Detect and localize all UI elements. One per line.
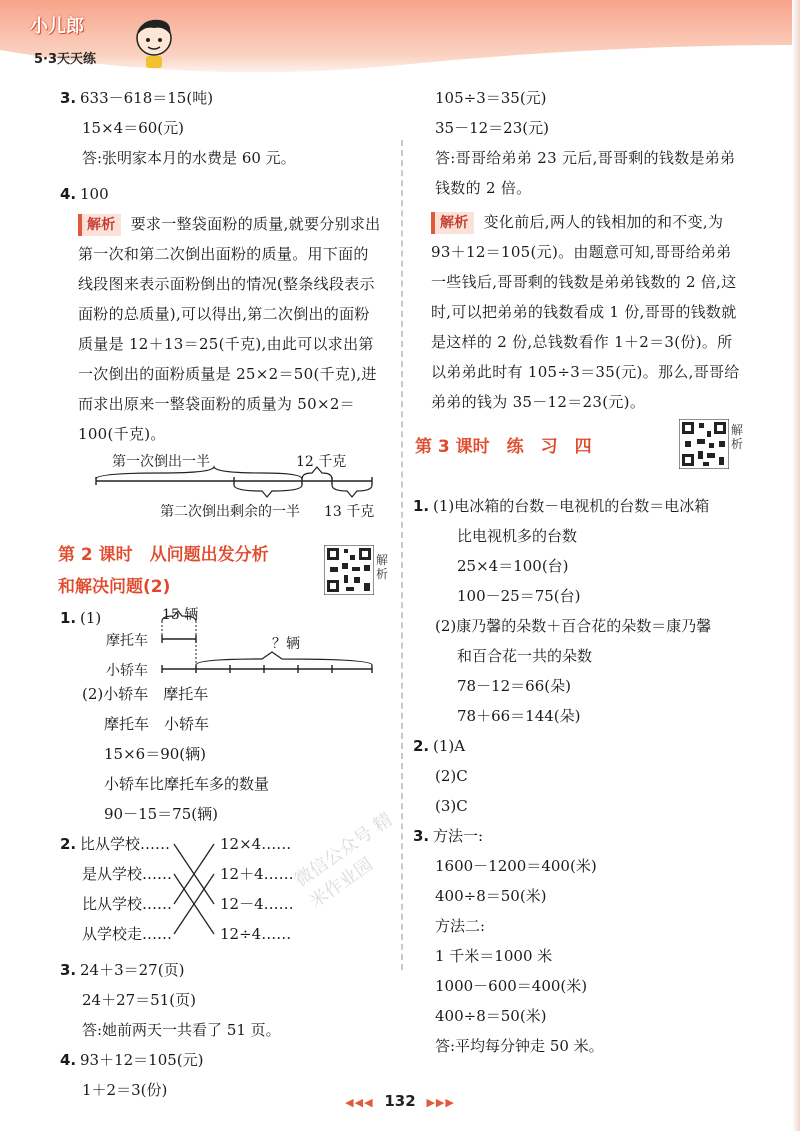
label-15: 15 辆 xyxy=(162,607,199,623)
p1-diagram xyxy=(60,603,382,679)
page-edge xyxy=(792,0,800,1131)
p1-sub2-3: 15×6＝90(辆) xyxy=(104,745,206,763)
p1-segment-diagram xyxy=(62,603,382,673)
question-number: 3. xyxy=(60,89,77,107)
question-number: 2. xyxy=(60,835,77,853)
p4-line-1: 4. 93＋12＝105(元) xyxy=(62,1045,382,1075)
label-motorcycle: 摩托车 xyxy=(106,633,148,649)
rp3-line-4: 方法二: xyxy=(435,917,486,935)
question-number: 2. xyxy=(413,737,430,755)
right-arrows-icon: ▶▶▶ xyxy=(426,1096,455,1109)
q4-line-diagram xyxy=(62,449,382,539)
rp1-line-5: (2)康乃馨的朵数＋百合花的朵数＝康乃馨 xyxy=(435,617,712,635)
label-12kg: 12 千克 xyxy=(296,454,347,470)
p2-right-4: 12÷4…… xyxy=(220,925,292,943)
qr-label: 解析 xyxy=(376,553,389,581)
logo-title: 小儿郎 xyxy=(30,16,84,37)
label-second-half: 第二次倒出剩余的一半 xyxy=(160,504,300,520)
r-top-1: 105÷3＝35(元) xyxy=(435,89,547,107)
p2-right-1: 12×4…… xyxy=(220,835,292,853)
rp1-line-1: 1. (1)电冰箱的台数－电视机的台数＝电冰箱 xyxy=(415,491,745,521)
r-analysis: 解析 变化前后,两人的钱相加的和不变,为 93＋12＝105(元)。由题意可知,哥哥给弟弟一些钱后,哥哥剩的钱数是弟弟钱数的 2 倍,这时,可以把弟弟的钱数看成 1 份,哥哥的钱数就是这样的 2 份,总钱数看作 1＋2＝3(份)。所以弟弟此时有 105÷3＝35(元)。那么,哥哥给弟弟的钱为 35－12＝23(元)。 xyxy=(431,213,740,411)
rp1-line-8: 78＋66＝144(朵) xyxy=(457,707,581,725)
page-number: 132 xyxy=(384,1092,416,1110)
rp3-line-2: 1600－1200＝400(米) xyxy=(435,857,597,875)
p2-left-4: 从学校走…… xyxy=(82,925,173,943)
p2-right-2: 12＋4…… xyxy=(220,865,294,883)
q4-analysis: 解析 要求一整袋面粉的质量,就要分别求出第一次和第二次倒出面粉的质量。用下面的线段图来表示面粉倒出的情况(整条线段表示面粉的总质量),可以得出,第二次倒出的面粉质量是 12＋13＝25(千克),由此可以求出第一次倒出的面粉质量是 25×2＝50(千克),进而求出原来一整袋面粉的质量为 50×2＝100(千克)。 xyxy=(78,215,381,443)
p1-sub2-4: 小轿车比摩托车多的数量 xyxy=(104,775,270,793)
rp3-line-6: 1000－600＝400(米) xyxy=(435,977,588,995)
rp1-line-7: 78－12＝66(朵) xyxy=(457,677,571,695)
question-number: 4. xyxy=(60,185,77,203)
rp1-line-4: 100－25＝75(台) xyxy=(457,587,581,605)
rp1-line-3: 25×4＝100(台) xyxy=(457,557,569,575)
question-number: 1. xyxy=(413,497,430,515)
p1-sub2-5: 90－15＝75(辆) xyxy=(104,805,218,823)
q3-line-2: 15×4＝60(元) xyxy=(82,119,184,137)
question-number: 3. xyxy=(413,827,430,845)
q4-answer: 4. 100 xyxy=(62,179,382,209)
label-first-half: 第一次倒出一半 xyxy=(112,454,210,470)
rp1-line-6: 和百合花一共的朵数 xyxy=(457,647,593,665)
rp3-line-1: 3. 方法一: xyxy=(415,821,745,851)
page-header xyxy=(0,0,800,80)
analysis-tag: 解析 xyxy=(431,212,474,234)
left-column xyxy=(58,83,389,1105)
rp1-line-2: 比电视机多的台数 xyxy=(457,527,578,545)
p1-sub2-2: 摩托车 小轿车 xyxy=(104,715,210,733)
p3-line-3: 答:她前两天一共看了 51 页。 xyxy=(82,1021,281,1039)
rp2-line-1: 2. (1)A xyxy=(415,731,745,761)
p2-right-3: 12－4…… xyxy=(220,895,294,913)
rp2-line-2: (2)C xyxy=(435,767,468,785)
analysis-tag: 解析 xyxy=(78,214,121,236)
p2-left-3: 比从学校…… xyxy=(82,895,173,913)
p2-left-2: 是从学校…… xyxy=(82,865,173,883)
brace-13kg xyxy=(332,485,372,497)
page-footer xyxy=(0,1092,800,1110)
question-number: 4. xyxy=(60,1051,77,1069)
qr-label: 解析 xyxy=(731,423,744,451)
label-car: 小轿车 xyxy=(106,663,148,679)
question-number: 1. xyxy=(60,609,77,627)
q3-line-3: 答:张明家本月的水费是 60 元。 xyxy=(82,149,296,167)
rp3-line-3: 400÷8＝50(米) xyxy=(435,887,547,905)
p3-line-1: 3. 24＋3＝27(页) xyxy=(62,955,382,985)
lesson-2-title-2: 和解决问题(2) xyxy=(58,577,171,597)
rp3-line-7: 400÷8＝50(米) xyxy=(435,1007,547,1025)
rp3-line-8: 答:平均每分钟走 50 米。 xyxy=(435,1037,604,1055)
rp3-line-5: 1 千米＝1000 米 xyxy=(435,947,553,965)
qr-code-icon[interactable] xyxy=(679,419,729,469)
p1-sub1: (1) xyxy=(80,609,102,627)
label-question: ？辆 xyxy=(272,636,300,652)
lesson-3-title: 第 3 课时 练 习 四 xyxy=(415,437,592,457)
p2-left-1: 比从学校…… xyxy=(80,835,171,853)
lesson-2-header xyxy=(58,539,389,603)
brace-second-half xyxy=(234,485,302,497)
watermark: 微信公众号 精米作业园 xyxy=(291,808,397,913)
left-arrows-icon: ◀◀◀ xyxy=(345,1096,374,1109)
label-13kg: 13 千克 xyxy=(324,504,375,520)
p1-sub2-1: (2)小轿车 摩托车 xyxy=(82,685,209,703)
qr-code-icon[interactable] xyxy=(324,545,374,595)
lesson-2-title-1: 第 2 课时 从问题出发分析 xyxy=(58,545,269,565)
p4-line-2: 1＋2＝3(份) xyxy=(82,1081,168,1099)
r-top-2: 35－12＝23(元) xyxy=(435,119,549,137)
q3-line-1: 3. 633－618＝15(吨) xyxy=(62,83,382,113)
p3-line-2: 24＋27＝51(页) xyxy=(82,991,196,1009)
logo-subtitle: 5·3天天练 xyxy=(34,52,97,67)
lesson-3-header xyxy=(415,423,745,491)
r-top-3: 答:哥哥给弟弟 23 元后,哥哥剩的钱数是弟弟钱数的 2 倍。 xyxy=(435,149,736,197)
rp2-line-3: (3)C xyxy=(435,797,468,815)
brand-logo xyxy=(30,10,170,70)
mascot-icon xyxy=(130,14,178,70)
question-number: 3. xyxy=(60,961,77,979)
